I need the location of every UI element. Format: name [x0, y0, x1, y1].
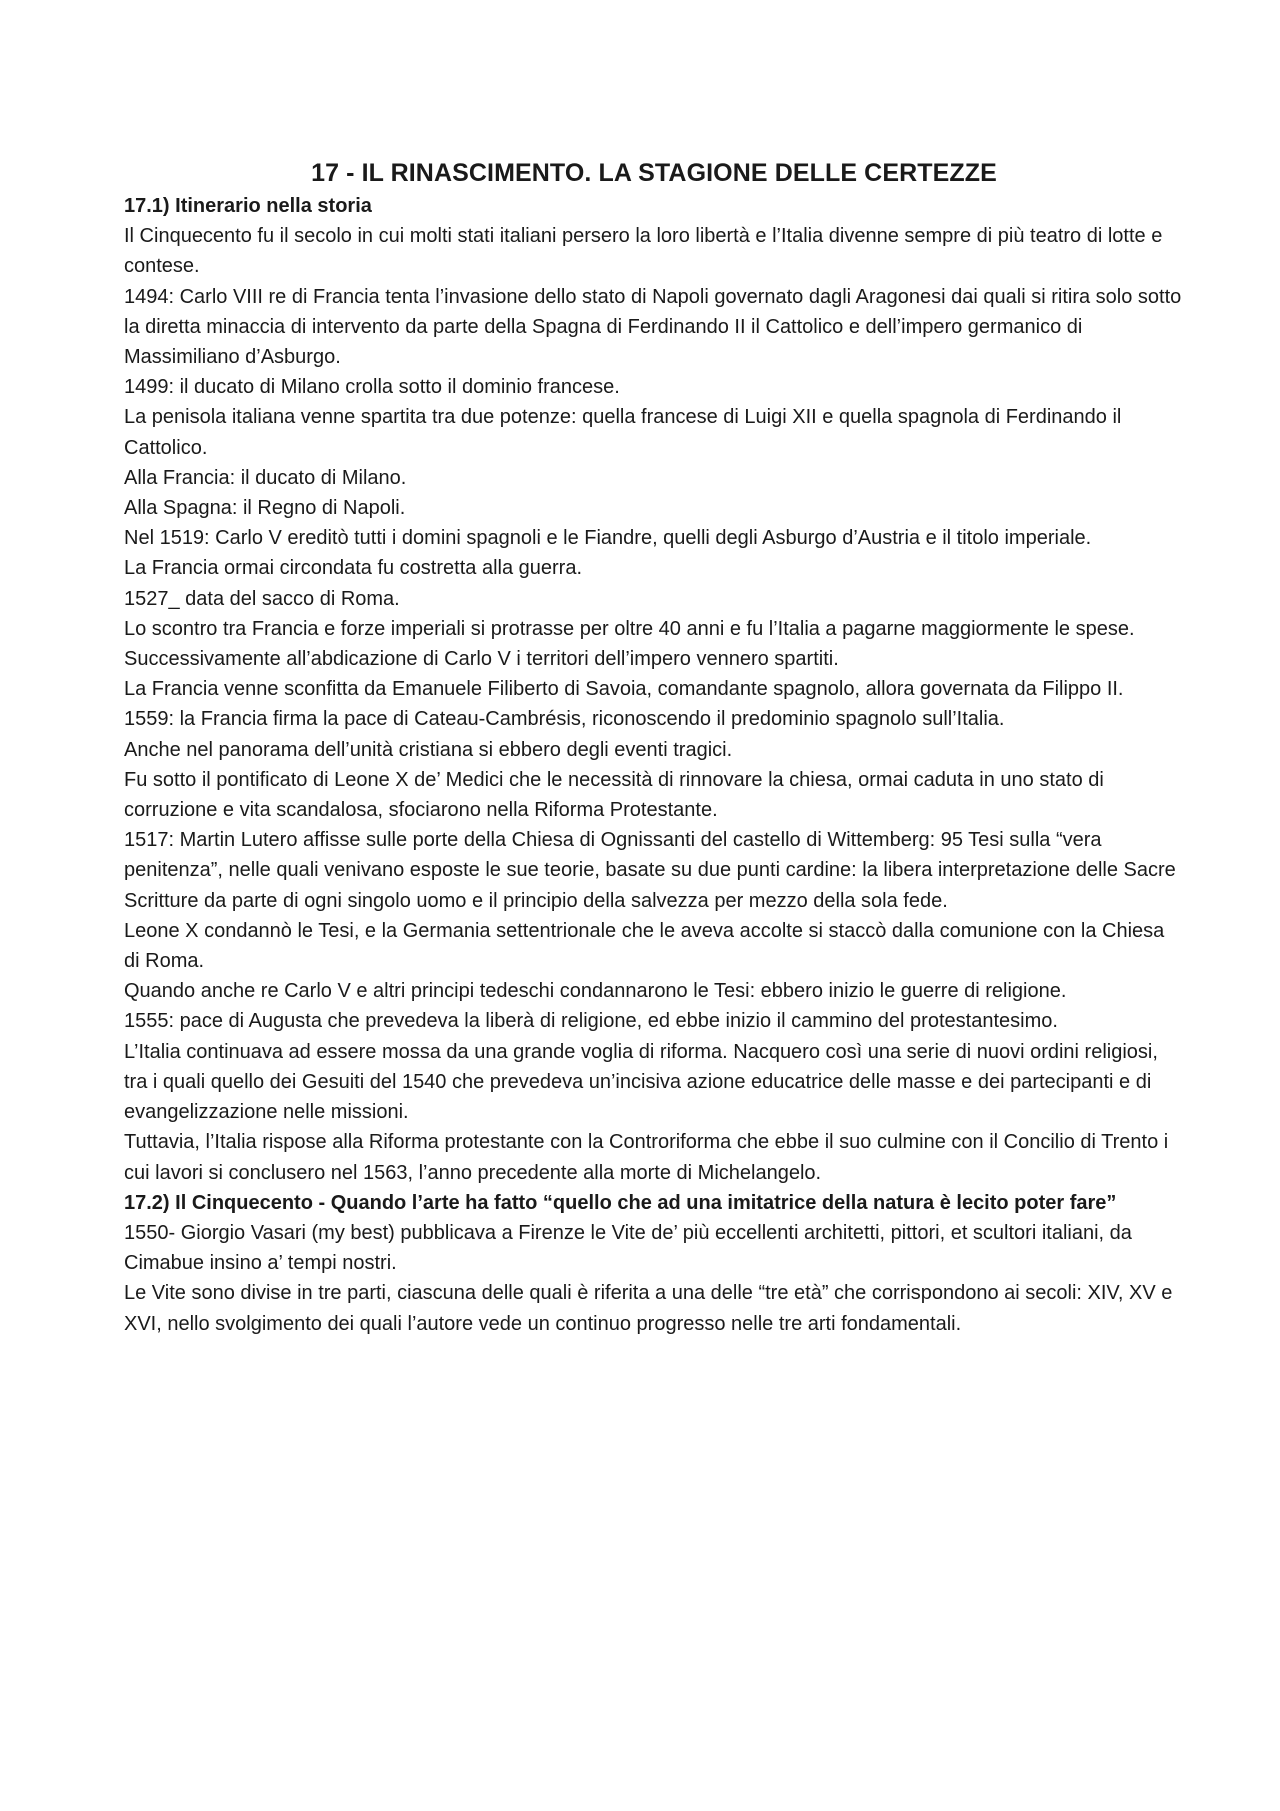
document-body	[124, 155, 1184, 1339]
paragraph: La Francia ormai circondata fu costretta alla guerra.	[124, 557, 582, 580]
section-heading: 17.1) Itinerario nella storia	[124, 195, 372, 217]
paragraph: 1499: il ducato di Milano crolla sotto il dominio francese.	[124, 376, 620, 399]
paragraph: 1559: la Francia firma la pace di Cateau-Cambrésis, riconoscendo il predominio spagnolo sull’Italia.	[124, 708, 1005, 731]
paragraph: 1517: Martin Lutero affisse sulle porte della Chiesa di Ognissanti del castello di Wittemberg: 95 Tesi sulla “vera penitenza”, nelle quali venivano esposte le sue teorie, basate su due punti cardine: la libera interpretazione delle Sacre Scritture da parte di ogni singolo uomo e il principio della salvezza per mezzo della sola fede.	[124, 829, 1176, 912]
paragraph: Quando anche re Carlo V e altri principi tedeschi condannarono le Tesi: ebbero inizio le guerre di religione.	[124, 980, 1067, 1003]
paragraph: L’Italia continuava ad essere mossa da una grande voglia di riforma. Nacquero così una serie di nuovi ordini religiosi, tra i quali quello dei Gesuiti del 1540 che prevedeva un’incisiva azione educatrice delle masse e dei partecipanti e di evangelizzazione nelle missioni.	[124, 1040, 1158, 1124]
paragraph: Le Vite sono divise in tre parti, ciascuna delle quali è riferita a una delle “tre età” che corrispondono ai secoli: XIV, XV e XVI, nello svolgimento dei quali l’autore vede un continuo progresso nelle tre arti fondamentali.	[124, 1282, 1173, 1335]
section-itinerario	[124, 191, 1184, 1188]
section-heading: 17.2) Il Cinquecento - Quando l’arte ha fatto “quello che ad una imitatrice della natura è lecito poter fare”	[124, 1191, 1117, 1214]
paragraph: La penisola italiana venne spartita tra due potenze: quella francese di Luigi XII e quella spagnola di Ferdinando il Cattolico.	[124, 406, 1122, 459]
paragraph: 1494: Carlo VIII re di Francia tenta l’invasione dello stato di Napoli governato dagli Aragonesi dai quali si ritira solo sotto la diretta minaccia di intervento da parte della Spagna di Ferdinando II il Cattolico e dell’impero germanico di Massimiliano d’Asburgo.	[124, 285, 1182, 369]
paragraph: Anche nel panorama dell’unità cristiana si ebbero degli eventi tragici.	[124, 738, 733, 761]
paragraph: Alla Spagna: il Regno di Napoli.	[124, 497, 406, 520]
paragraph: 1527_ data del sacco di Roma.	[124, 587, 400, 610]
paragraph: Il Cinquecento fu il secolo in cui molti stati italiani persero la loro libertà e l’Italia divenne sempre di più teatro di lotte e contese.	[124, 225, 1163, 278]
paragraph: Tuttavia, l’Italia rispose alla Riforma protestante con la Controriforma che ebbe il suo culmine con il Concilio di Trento i cui lavori si conclusero nel 1563, l’anno precedente alla morte di Michelangelo.	[124, 1131, 1169, 1184]
paragraph: La Francia venne sconfitta da Emanuele Filiberto di Savoia, comandante spagnolo, allora governata da Filippo II.	[124, 678, 1124, 701]
paragraph: Leone X condannò le Tesi, e la Germania settentrionale che le aveva accolte si staccò dalla comunione con la Chiesa di Roma.	[124, 919, 1165, 973]
paragraph: Nel 1519: Carlo V ereditò tutti i domini spagnoli e le Fiandre, quelli degli Asburgo d’Austria e il titolo imperiale.	[124, 527, 1092, 550]
paragraph: 1555: pace di Augusta che prevedeva la liberà di religione, ed ebbe inizio il cammino del protestantesimo.	[124, 1010, 1058, 1033]
document-title: 17 - IL RINASCIMENTO. LA STAGIONE DELLE CERTEZZE	[311, 159, 997, 187]
paragraph: Fu sotto il pontificato di Leone X de’ Medici che le necessità di rinnovare la chiesa, ormai caduta in uno stato di corruzione e vita scandalosa, sfociarono nella Riforma Protestante.	[124, 768, 1104, 822]
paragraph: Alla Francia: il ducato di Milano.	[124, 466, 407, 489]
paragraph: Lo scontro tra Francia e forze imperiali si protrasse per oltre 40 anni e fu l’Italia a pagarne maggiormente le spese.	[124, 617, 1135, 640]
paragraph: Successivamente all’abdicazione di Carlo V i territori dell’impero vennero spartiti.	[124, 648, 839, 671]
paragraph: 1550- Giorgio Vasari (my best) pubblicava a Firenze le Vite de’ più eccellenti architetti, pittori, et scultori italiani, da Cimabue insino a’ tempi nostri.	[124, 1221, 1132, 1275]
section-cinquecento	[124, 1188, 1184, 1339]
